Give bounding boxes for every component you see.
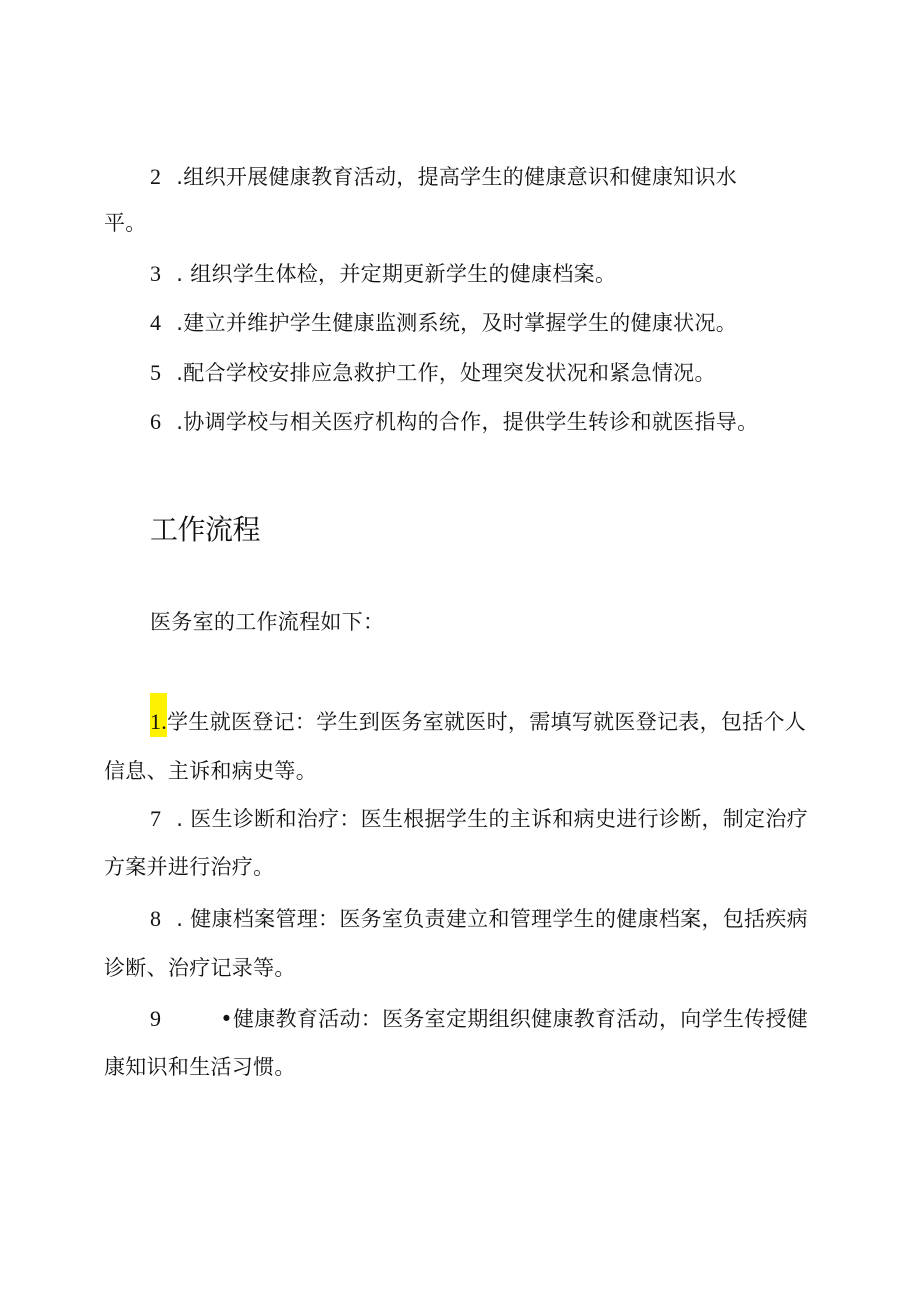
step-item-7 [150,804,808,834]
responsibility-item-6 [150,407,758,437]
item-text-continuation: 康知识和生活习惯。 [104,1055,296,1079]
step-item-9-continuation [104,1052,296,1082]
item-text: .协调学校与相关医疗机构的合作，提供学生转诊和就医指导。 [176,410,759,434]
responsibility-item-2-continuation [104,208,147,238]
step-item-1-continuation [104,756,317,786]
item-number: 2 [150,164,162,189]
highlighted-number: 1. [150,693,167,737]
item-text-continuation: 诊断、治疗记录等。 [104,956,296,980]
step-item-7-continuation [104,852,274,882]
item-text: . 医生诊断和治疗：医生根据学生的主诉和病史进行诊断，制定治疗 [176,807,808,831]
item-text: .配合学校安排应急救护工作，处理突发状况和紧急情况。 [176,361,716,385]
responsibility-item-2 [150,162,737,192]
item-text-continuation: 信息、主诉和病史等。 [104,759,317,783]
item-text: . 健康档案管理：医务室负责建立和管理学生的健康档案，包括疾病 [176,907,808,931]
item-text: •健康教育活动：医务室定期组织健康教育活动，向学生传授健 [220,1007,809,1031]
item-number: 5 [150,360,162,385]
item-number: 9 [150,1006,162,1031]
responsibility-item-4 [150,308,737,338]
item-text-continuation: 平。 [104,211,147,235]
item-text-continuation: 方案并进行治疗。 [104,855,275,879]
item-number: 3 [150,261,162,286]
section-intro: 医务室的工作流程如下： [150,610,385,634]
responsibility-item-5 [150,358,716,388]
item-number: 4 [150,310,162,335]
step-item-8 [150,904,808,934]
responsibility-item-3 [150,259,616,289]
item-text: .建立并维护学生健康监测系统，及时掌握学生的健康状况。 [176,311,738,335]
item-text: 学生就医登记：学生到医务室就医时，需填写就医登记表，包括个人 [167,710,807,734]
step-item-1 [150,707,806,737]
item-number: 6 [150,409,162,434]
item-text: . 组织学生体检，并定期更新学生的健康档案。 [176,262,617,286]
item-number: 7 [150,806,162,831]
step-item-8-continuation [104,953,296,983]
step-item-9 [150,1004,808,1034]
item-text: .组织开展健康教育活动，提高学生的健康意识和健康知识水 [176,165,738,189]
item-number: 8 [150,906,162,931]
section-heading: 工作流程 [150,513,261,546]
